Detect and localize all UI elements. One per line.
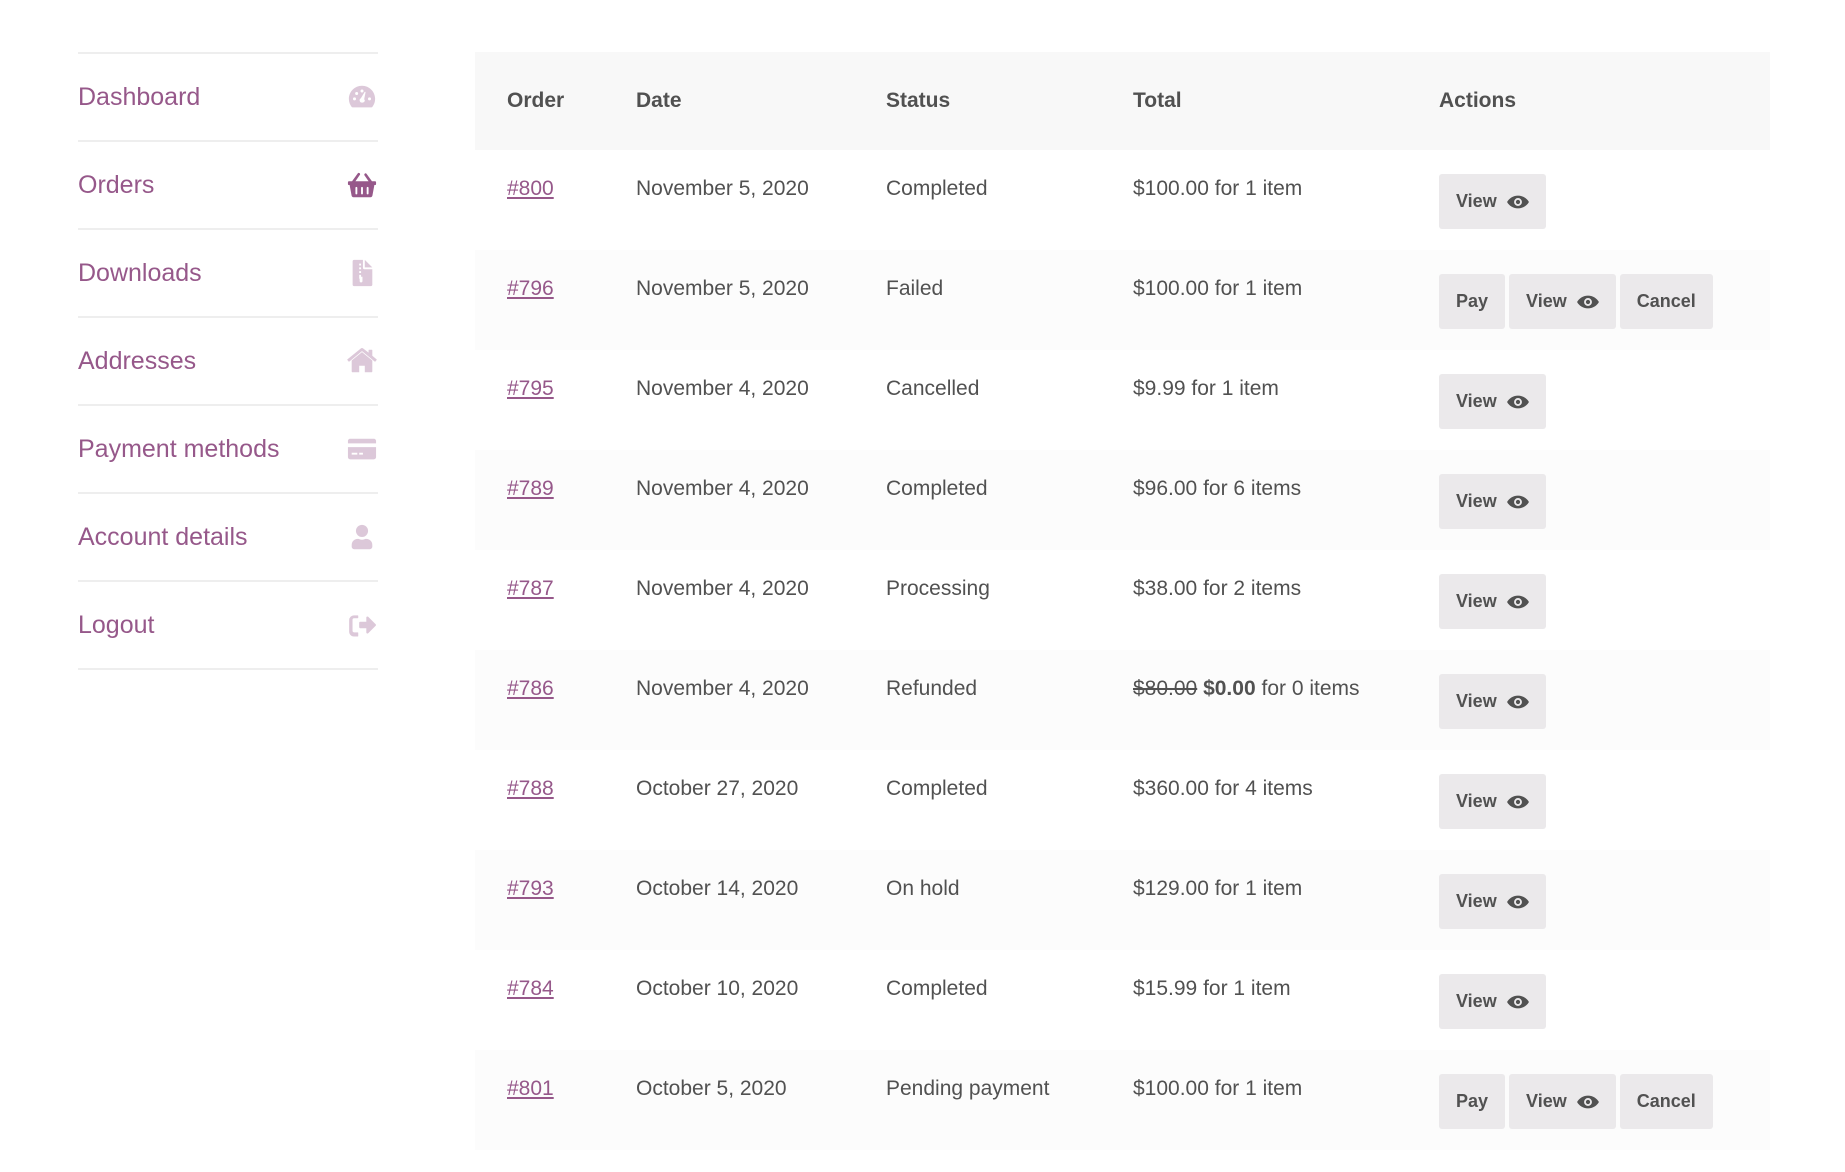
order-date-cell: November 4, 2020 <box>636 677 809 700</box>
pay-button-label: Pay <box>1456 1091 1489 1111</box>
order-status-cell: Cancelled <box>886 377 980 400</box>
view-button[interactable] <box>1439 374 1546 429</box>
home-icon <box>346 345 378 377</box>
cancel-button[interactable] <box>1620 1074 1713 1129</box>
orders-table-header <box>475 52 1770 150</box>
order-status-cell: Completed <box>886 977 988 1000</box>
order-total-cell: $360.00 for 4 items <box>1133 777 1313 800</box>
nav-item-label: Payment methods <box>78 434 280 463</box>
eye-icon <box>1577 1094 1599 1110</box>
nav-item-account-details[interactable] <box>78 492 378 580</box>
order-number-link[interactable]: #793 <box>507 877 554 900</box>
eye-icon <box>1507 494 1529 510</box>
order-actions-cell <box>1407 1050 1770 1150</box>
view-button[interactable] <box>1439 474 1546 529</box>
table-row <box>475 250 1770 350</box>
account-navigation <box>78 52 378 670</box>
pay-button[interactable] <box>1439 1074 1505 1129</box>
view-button-label: View <box>1456 691 1497 711</box>
sign-out-icon <box>346 609 378 641</box>
cancel-button[interactable] <box>1620 274 1713 329</box>
order-total-cell: $96.00 for 6 items <box>1133 477 1302 500</box>
nav-item-label: Logout <box>78 610 155 639</box>
order-number-cell <box>475 350 604 450</box>
pay-button[interactable] <box>1439 274 1505 329</box>
nav-item-label: Orders <box>78 170 155 199</box>
order-number-cell <box>475 550 604 650</box>
order-number-link[interactable]: #787 <box>507 577 554 600</box>
table-row <box>475 550 1770 650</box>
eye-icon <box>1507 594 1529 610</box>
order-total-cell <box>1101 650 1407 750</box>
eye-icon <box>1507 794 1529 810</box>
order-number-link[interactable]: #800 <box>507 177 554 200</box>
nav-item-downloads[interactable] <box>78 228 378 316</box>
table-row <box>475 1050 1770 1150</box>
view-button[interactable] <box>1439 574 1546 629</box>
user-icon <box>346 521 378 553</box>
order-actions-cell <box>1407 650 1770 750</box>
order-date-cell: October 27, 2020 <box>636 777 799 800</box>
column-header-order: Order <box>507 89 565 112</box>
order-date-cell: November 4, 2020 <box>636 477 809 500</box>
order-actions-cell <box>1407 850 1770 950</box>
order-number-link[interactable]: #789 <box>507 477 554 500</box>
order-date-cell: November 5, 2020 <box>636 277 809 300</box>
pay-button-label: Pay <box>1456 291 1489 311</box>
column-header-total: Total <box>1133 89 1182 112</box>
view-button-label: View <box>1526 1091 1567 1111</box>
table-row <box>475 350 1770 450</box>
order-status-cell: Processing <box>886 577 990 600</box>
view-button-label: View <box>1456 491 1497 511</box>
orders-table-body <box>475 150 1770 1150</box>
order-number-cell <box>475 450 604 550</box>
view-button-label: View <box>1526 291 1567 311</box>
nav-item-orders[interactable] <box>78 140 378 228</box>
table-row <box>475 750 1770 850</box>
eye-icon <box>1507 894 1529 910</box>
order-date-cell: November 4, 2020 <box>636 377 809 400</box>
eye-icon <box>1507 194 1529 210</box>
nav-item-payment-methods[interactable] <box>78 404 378 492</box>
order-date-cell: October 5, 2020 <box>636 1077 787 1100</box>
order-date-cell: October 14, 2020 <box>636 877 799 900</box>
order-number-cell <box>475 250 604 350</box>
nav-item-label: Addresses <box>78 346 197 375</box>
view-button-label: View <box>1456 191 1497 211</box>
view-button[interactable] <box>1439 674 1546 729</box>
order-total-cell: $38.00 for 2 items <box>1133 577 1302 600</box>
order-date-cell: October 10, 2020 <box>636 977 799 1000</box>
order-actions-cell <box>1407 450 1770 550</box>
view-button-label: View <box>1456 891 1497 911</box>
cancel-button-label: Cancel <box>1636 1091 1696 1111</box>
credit-card-icon <box>346 433 378 465</box>
eye-icon <box>1507 394 1529 410</box>
refunded-total: $0.00 <box>1203 677 1256 700</box>
view-button[interactable] <box>1439 974 1546 1029</box>
order-number-cell <box>475 150 604 250</box>
order-total-cell: $100.00 for 1 item <box>1133 277 1303 300</box>
order-status-cell: Completed <box>886 477 988 500</box>
table-row <box>475 850 1770 950</box>
order-total-cell: $9.99 for 1 item <box>1133 377 1279 400</box>
order-number-link[interactable]: #801 <box>507 1077 554 1100</box>
total-suffix: for 0 items <box>1261 677 1360 700</box>
order-actions-cell <box>1407 550 1770 650</box>
view-button[interactable] <box>1509 1074 1616 1129</box>
order-status-cell: Completed <box>886 777 988 800</box>
order-status-cell: Failed <box>886 277 944 300</box>
order-status-cell: Pending payment <box>886 1077 1050 1100</box>
table-row <box>475 950 1770 1050</box>
order-total-cell: $129.00 for 1 item <box>1133 877 1303 900</box>
view-button[interactable] <box>1439 174 1546 229</box>
view-button[interactable] <box>1439 874 1546 929</box>
table-row <box>475 650 1770 750</box>
order-actions-cell <box>1407 250 1770 350</box>
order-status-cell: On hold <box>886 877 960 900</box>
table-row <box>475 150 1770 250</box>
order-total-cell: $15.99 for 1 item <box>1133 977 1291 1000</box>
nav-item-dashboard[interactable] <box>78 52 378 140</box>
eye-icon <box>1507 694 1529 710</box>
column-header-date: Date <box>636 89 682 112</box>
orders-table <box>475 52 1770 1150</box>
column-header-actions: Actions <box>1439 89 1517 112</box>
order-number-link[interactable]: #795 <box>507 377 554 400</box>
original-total: $80.00 <box>1133 677 1198 700</box>
order-number-cell <box>475 750 604 850</box>
order-number-link[interactable]: #786 <box>507 677 554 700</box>
order-number-cell <box>475 650 604 750</box>
view-button[interactable] <box>1439 774 1546 829</box>
view-button[interactable] <box>1509 274 1616 329</box>
dashboard-gauge-icon <box>346 81 378 113</box>
order-date-cell: November 4, 2020 <box>636 577 809 600</box>
order-status-cell: Refunded <box>886 677 978 700</box>
order-actions-cell <box>1407 350 1770 450</box>
order-number-link[interactable]: #784 <box>507 977 554 1000</box>
cancel-button-label: Cancel <box>1636 291 1696 311</box>
view-button-label: View <box>1456 991 1497 1011</box>
order-total-cell: $100.00 for 1 item <box>1133 177 1303 200</box>
eye-icon <box>1577 294 1599 310</box>
nav-item-label: Downloads <box>78 258 202 287</box>
file-download-icon <box>346 257 378 289</box>
view-button-label: View <box>1456 591 1497 611</box>
order-number-cell <box>475 1050 604 1150</box>
table-row <box>475 450 1770 550</box>
order-number-cell <box>475 950 604 1050</box>
nav-item-label: Account details <box>78 522 248 551</box>
order-status-cell: Completed <box>886 177 988 200</box>
order-actions-cell <box>1407 150 1770 250</box>
view-button-label: View <box>1456 391 1497 411</box>
header-row <box>475 52 1770 150</box>
order-actions-cell <box>1407 950 1770 1050</box>
eye-icon <box>1507 994 1529 1010</box>
basket-icon <box>346 169 378 201</box>
view-button-label: View <box>1456 791 1497 811</box>
order-number-link[interactable]: #796 <box>507 277 554 300</box>
order-actions-cell <box>1407 750 1770 850</box>
nav-item-addresses[interactable] <box>78 316 378 404</box>
nav-item-logout[interactable] <box>78 580 378 670</box>
order-number-link[interactable]: #788 <box>507 777 554 800</box>
order-total-cell: $100.00 for 1 item <box>1133 1077 1303 1100</box>
column-header-status: Status <box>886 89 951 112</box>
nav-item-label: Dashboard <box>78 82 201 111</box>
order-date-cell: November 5, 2020 <box>636 177 809 200</box>
order-number-cell <box>475 850 604 950</box>
